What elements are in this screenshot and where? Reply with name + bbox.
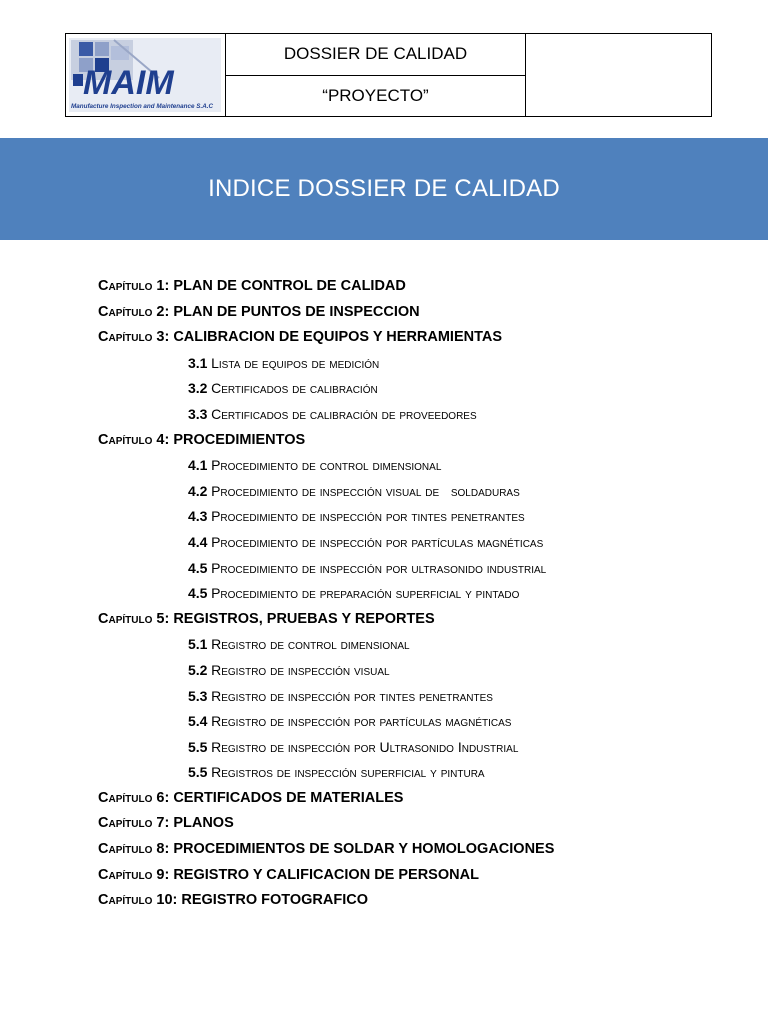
chapter-number: 6: — [156, 789, 170, 806]
section-entry — [98, 581, 738, 607]
section-entry — [98, 530, 738, 556]
section-number: 4.2 — [188, 482, 208, 499]
section-number: 4.4 — [188, 533, 208, 550]
chapter-number: 5: — [156, 610, 170, 627]
chapter-title: REGISTRO FOTOGRAFICO — [181, 892, 369, 909]
section-entry — [98, 709, 738, 735]
chapter-number: 8: — [156, 841, 170, 858]
chapter-number: 2: — [156, 303, 170, 320]
section-number: 5.2 — [188, 661, 208, 678]
section-title: Lista de equipos de medición — [211, 354, 380, 371]
section-title: Certificados de calibración — [211, 380, 378, 397]
document-title: DOSSIER DE CALIDAD — [226, 34, 525, 76]
section-title: Registro de inspección por tintes penetrantes — [211, 687, 493, 704]
section-number: 4.3 — [188, 508, 208, 525]
chapter-entry — [98, 428, 738, 454]
chapter-number: 1: — [156, 278, 170, 294]
chapter-title: PROCEDIMIENTOS DE SOLDAR Y HOMOLOGACIONES — [173, 841, 555, 858]
section-entry — [98, 479, 738, 505]
chapter-entry — [98, 863, 738, 889]
chapter-entry — [98, 607, 738, 633]
index-banner — [0, 138, 768, 240]
chapter-entry — [98, 811, 738, 837]
chapter-prefix: Capítulo — [98, 866, 153, 883]
section-title: Registros de inspección superficial y pintura — [211, 764, 485, 781]
section-entry — [98, 351, 738, 377]
chapter-entry — [98, 888, 738, 914]
section-entry — [98, 735, 738, 761]
section-title: Registro de control dimensional — [211, 636, 410, 653]
section-entry — [98, 556, 738, 582]
section-title: Certificados de calibración de proveedores — [211, 405, 477, 422]
chapter-prefix: Capítulo — [98, 841, 153, 858]
chapter-entry — [98, 325, 738, 351]
chapter-prefix: Capítulo — [98, 303, 153, 320]
section-number: 3.3 — [188, 405, 208, 422]
chapter-prefix: Capítulo — [98, 278, 153, 294]
chapter-entry — [98, 786, 738, 812]
chapter-title: PROCEDIMIENTOS — [173, 431, 306, 448]
chapter-entry — [98, 300, 738, 326]
chapter-title: PLANOS — [173, 815, 234, 832]
section-title: Registro de inspección por Ultrasonido Industrial — [211, 738, 519, 755]
maim-logo — [69, 38, 221, 112]
section-title: Procedimiento de control dimensional — [211, 457, 442, 474]
title-cell — [226, 34, 526, 116]
chapter-title: REGISTROS, PRUEBAS Y REPORTES — [173, 610, 435, 627]
chapter-number: 4: — [156, 431, 170, 448]
section-title: Procedimiento de inspección por partículas magnéticas — [211, 533, 544, 550]
chapter-prefix: Capítulo — [98, 789, 153, 806]
section-entry — [98, 632, 738, 658]
chapter-entry — [98, 274, 738, 300]
section-entry — [98, 684, 738, 710]
index-title: INDICE DOSSIER DE CALIDAD — [208, 175, 560, 202]
chapter-number: 9: — [156, 866, 170, 883]
section-number: 5.1 — [188, 636, 208, 653]
chapter-prefix: Capítulo — [98, 431, 153, 448]
section-number: 5.4 — [188, 713, 208, 730]
chapter-number: 3: — [156, 329, 170, 346]
section-number: 5.3 — [188, 687, 208, 704]
chapter-title: REGISTRO Y CALIFICACION DE PERSONAL — [173, 866, 479, 883]
index-list — [98, 274, 738, 914]
project-name: “PROYECTO” — [322, 85, 429, 105]
chapter-title: CALIBRACION DE EQUIPOS Y HERRAMIENTAS — [173, 329, 503, 346]
empty-cell — [526, 34, 711, 116]
chapter-prefix: Capítulo — [98, 329, 153, 346]
chapter-entry — [98, 837, 738, 863]
section-number: 3.2 — [188, 380, 208, 397]
section-title: Registro de inspección visual — [211, 661, 390, 678]
section-entry — [98, 402, 738, 428]
section-title: Procedimiento de inspección por ultrasonido industrial — [211, 559, 547, 576]
chapter-title: CERTIFICADOS DE MATERIALES — [173, 789, 404, 806]
chapter-prefix: Capítulo — [98, 815, 153, 832]
section-title: Procedimiento de inspección visual de soldaduras — [211, 482, 520, 499]
logo-subtitle: Manufacture Inspection and Maintenance S.A.C — [71, 103, 214, 110]
section-title: Procedimiento de preparación superficial y pintado — [211, 585, 520, 602]
section-number: 5.5 — [188, 764, 208, 781]
chapter-number: 7: — [156, 815, 170, 832]
chapter-prefix: Capítulo — [98, 892, 153, 909]
chapter-title: PLAN DE PUNTOS DE INSPECCION — [173, 303, 420, 320]
logo-cell — [66, 34, 226, 116]
section-number: 4.5 — [188, 585, 208, 602]
section-entry — [98, 376, 738, 402]
section-title: Procedimiento de inspección por tintes penetrantes — [211, 508, 525, 525]
section-title: Registro de inspección por partículas magnéticas — [211, 713, 512, 730]
section-entry — [98, 504, 738, 530]
section-entry — [98, 658, 738, 684]
chapter-prefix: Capítulo — [98, 610, 153, 627]
chapter-title: PLAN DE CONTROL DE CALIDAD — [173, 278, 406, 294]
section-number: 5.5 — [188, 738, 208, 755]
document-header-table — [65, 33, 712, 117]
section-number: 3.1 — [188, 354, 208, 371]
section-number: 4.1 — [188, 457, 208, 474]
logo-text: MAIM — [83, 64, 174, 102]
chapter-number: 10: — [156, 892, 178, 909]
section-number: 4.5 — [188, 559, 208, 576]
section-entry — [98, 760, 738, 786]
section-entry — [98, 453, 738, 479]
